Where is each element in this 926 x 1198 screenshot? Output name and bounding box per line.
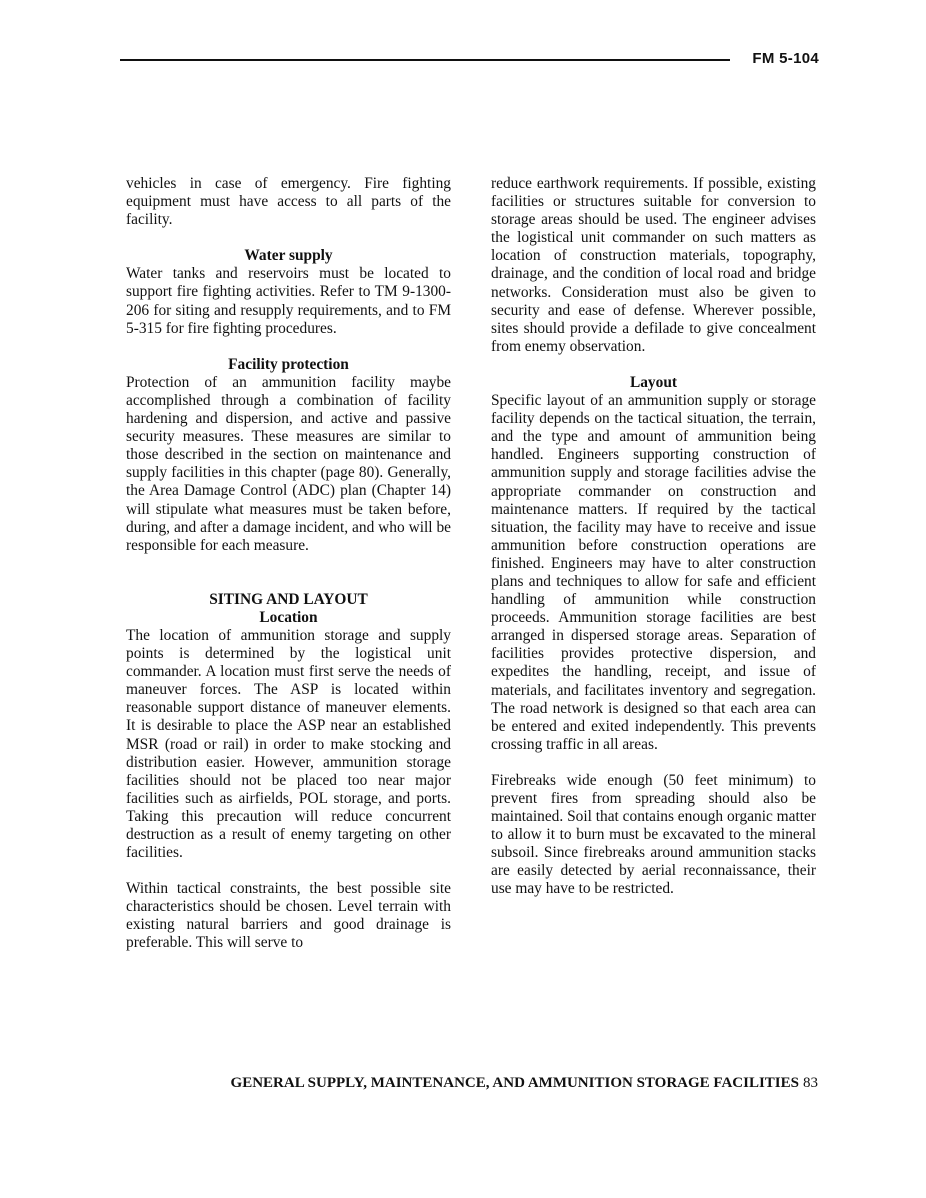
heading-siting-and-layout: SITING AND LAYOUT <box>209 590 368 608</box>
paragraph-firebreaks: Firebreaks wide enough (50 feet minimum) to prevent fires from spreading should also be maintained. Soil that contains enough organic matter to allow it to burn must be excavated to the mineral subsoil. Since firebreaks around ammunition stacks are easily detected by aerial reconnaissance, their use may have to be restricted. <box>491 771 816 898</box>
paragraph-earthwork: reduce earthwork requirements. If possible, existing facilities or structures suitable for conversion to storage areas should be used. The engineer advises the logistical unit commander on such matters as location of construction materials, topography, drainage, and the condition of local road and bridge networks. Consideration must also be given to security and ease of defense. Wherever possible, sites should provide a defilade to give concealment from enemy observation. <box>491 175 816 355</box>
heading-location: Location <box>259 608 318 626</box>
manual-code: FM 5-104 <box>752 50 819 67</box>
header-rule <box>120 59 730 61</box>
paragraph-layout: Specific layout of an ammunition supply or storage facility depends on the tactical situation, the terrain, and the type and amount of ammunition being handled. Engineers supporting construction of ammunition supply and storage facilities advise the appropriate commander on construction and maintenance matters. If required by the tactical situation, the facility may have to receive and issue ammunition before construction operations are finished. Engineers may have to alter construction plans and techniques to allow for safe and efficient handling of ammunition while construction proceeds. Ammunition storage facilities are best arranged in dispersed storage areas. Separation of facilities provides protective dispersion, and expedites the handling, receipt, and issue of materials, and facilitates inventory and segregation. The road network is designed so that each area can be entered and exited independently. This prevents crossing traffic in all areas. <box>491 392 816 753</box>
paragraph-water-supply: Water tanks and reservoirs must be located to support fire fighting activities. Refer to TM 9-1300-206 for siting and resupply requirements, and to FM 5-315 for fire fighting procedures. <box>126 265 451 337</box>
paragraph-facility-protection: Protection of an ammunition facility maybe accomplished through a combination of facility hardening and dispersion, and active and passive security measures. These measures are similar to those described in the section on maintenance and supply facilities in this chapter (page 80). Generally, the Area Damage Control (ADC) plan (Chapter 14) will stipulate what measures must be taken before, during, and after a damage incident, and who will be responsible for each measure. <box>126 373 451 554</box>
paragraph-tactical-constraints: Within tactical constraints, the best possible site characteristics should be chosen. Level terrain with existing natural barriers and good drainage is preferable. This will serve to <box>126 880 451 952</box>
left-column <box>126 175 451 953</box>
heading-water-supply: Water supply <box>244 247 333 265</box>
paragraph-location: The location of ammunition storage and supply points is determined by the logistical unit commander. A location must first serve the needs of maneuver forces. The ASP is located within reasonable support distance of maneuver elements. It is desirable to place the ASP near an established MSR (road or rail) in order to make stocking and distribution easier. However, ammunition storage facilities should not be placed too near major facilities such as airfields, POL storage, and ports. Taking this precaution will reduce concurrent destruction as a result of enemy targeting on other facilities. <box>126 626 451 862</box>
right-column <box>491 175 816 899</box>
footer <box>231 1075 818 1092</box>
paragraph-emergency: vehicles in case of emergency. Fire fighting equipment must have access to all parts of the facility. <box>126 175 451 229</box>
footer-chapter-title: GENERAL SUPPLY, MAINTENANCE, AND AMMUNITION STORAGE FACILITIES <box>230 1075 799 1091</box>
heading-layout: Layout <box>629 373 678 391</box>
heading-facility-protection: Facility protection <box>228 355 349 373</box>
page-number: 83 <box>803 1075 818 1091</box>
